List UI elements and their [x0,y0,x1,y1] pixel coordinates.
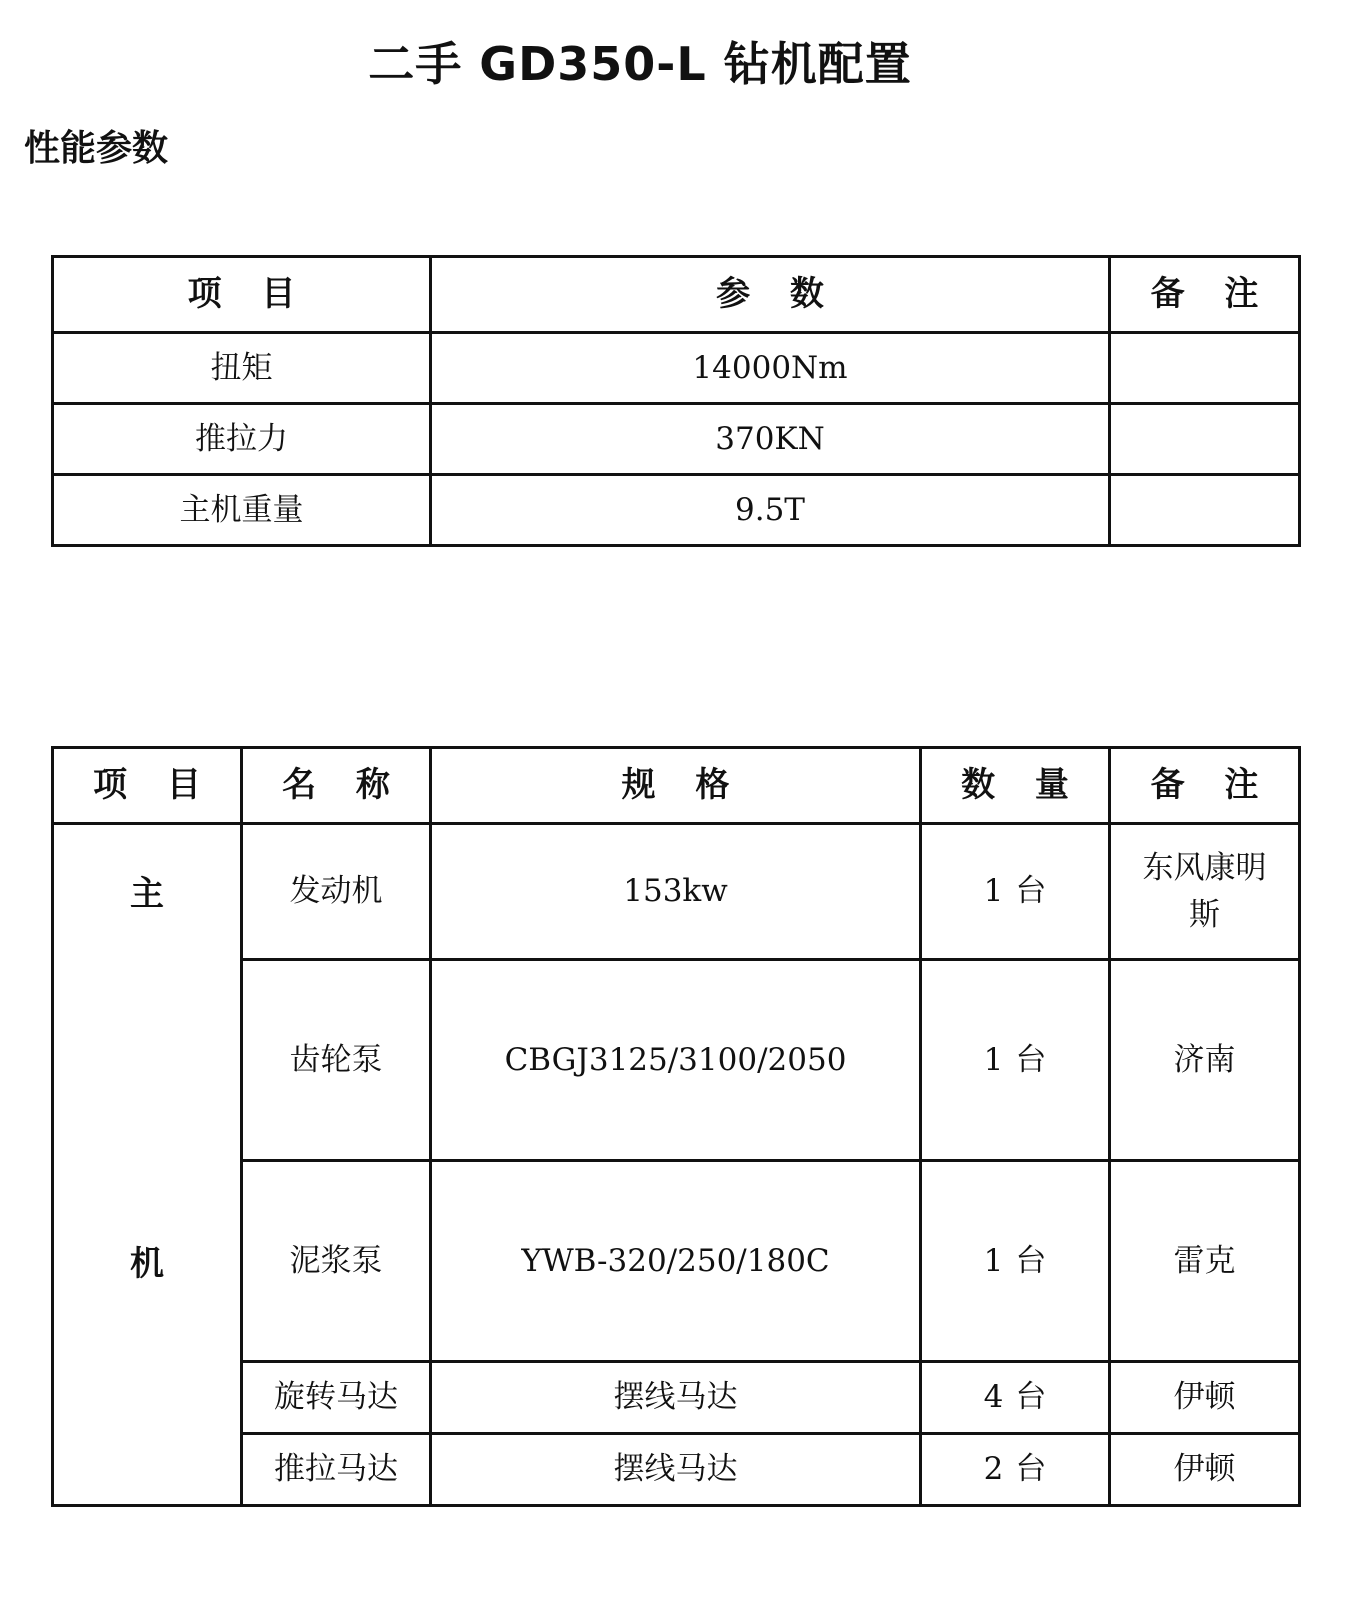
quantity-number: 2 [983,1451,1004,1488]
quantity-unit: 台 [1015,1451,1047,1488]
quantity-unit: 台 [1015,1379,1047,1416]
header-item: 项 目 [53,748,242,824]
group-label-cell [53,824,242,1506]
row-value: 370KN [431,404,1110,475]
document-title: 二手 GD350-L 钻机配置 [368,37,912,91]
row-name: 推拉马达 [242,1434,431,1506]
table-row [53,404,1300,475]
row-item: 主机重量 [53,475,431,546]
table-row [53,333,1300,404]
quantity-number: 4 [983,1379,1004,1416]
quantity-unit: 台 [1015,873,1047,910]
group-label-bottom: 机 [130,1244,164,1284]
row-value: 9.5T [431,475,1110,546]
header-spec: 规 格 [431,748,921,824]
row-spec: 153kw [431,824,921,960]
row-note: 伊顿 [1110,1434,1300,1506]
performance-header-row [53,257,1300,333]
row-name: 齿轮泵 [242,960,431,1161]
row-quantity [921,824,1110,960]
quantity-unit: 台 [1015,1041,1047,1078]
header-note: 备 注 [1110,257,1300,333]
quantity-number: 1 [983,1041,1004,1078]
quantity-unit: 台 [1015,1242,1047,1279]
header-item: 项 目 [53,257,431,333]
quantity-number: 1 [983,1242,1004,1279]
config-table [51,746,1301,1507]
section-heading: 性能参数 [24,128,169,169]
config-header-row [53,748,1300,824]
header-parameter: 参 数 [431,257,1110,333]
group-label-top: 主 [130,874,164,914]
row-quantity [921,1362,1110,1434]
row-spec: CBGJ3125/3100/2050 [431,960,921,1161]
row-spec: YWB-320/250/180C [431,1161,921,1362]
row-note [1110,404,1300,475]
row-name: 泥浆泵 [242,1161,431,1362]
performance-table [51,255,1301,547]
row-note [1110,333,1300,404]
row-item: 扭矩 [53,333,431,404]
row-quantity [921,960,1110,1161]
header-note: 备 注 [1110,748,1300,824]
row-note [1110,475,1300,546]
row-note: 东风康明斯 [1110,824,1300,960]
row-name: 旋转马达 [242,1362,431,1434]
header-quantity: 数 量 [921,748,1110,824]
row-spec: 摆线马达 [431,1434,921,1506]
header-name: 名 称 [242,748,431,824]
row-note: 济南 [1110,960,1300,1161]
table-row [53,475,1300,546]
row-value: 14000Nm [431,333,1110,404]
row-note: 伊顿 [1110,1362,1300,1434]
row-spec: 摆线马达 [431,1362,921,1434]
row-quantity [921,1161,1110,1362]
row-note: 雷克 [1110,1161,1300,1362]
table-row [53,824,1300,960]
row-name: 发动机 [242,824,431,960]
row-item: 推拉力 [53,404,431,475]
row-quantity [921,1434,1110,1506]
quantity-number: 1 [983,873,1004,910]
